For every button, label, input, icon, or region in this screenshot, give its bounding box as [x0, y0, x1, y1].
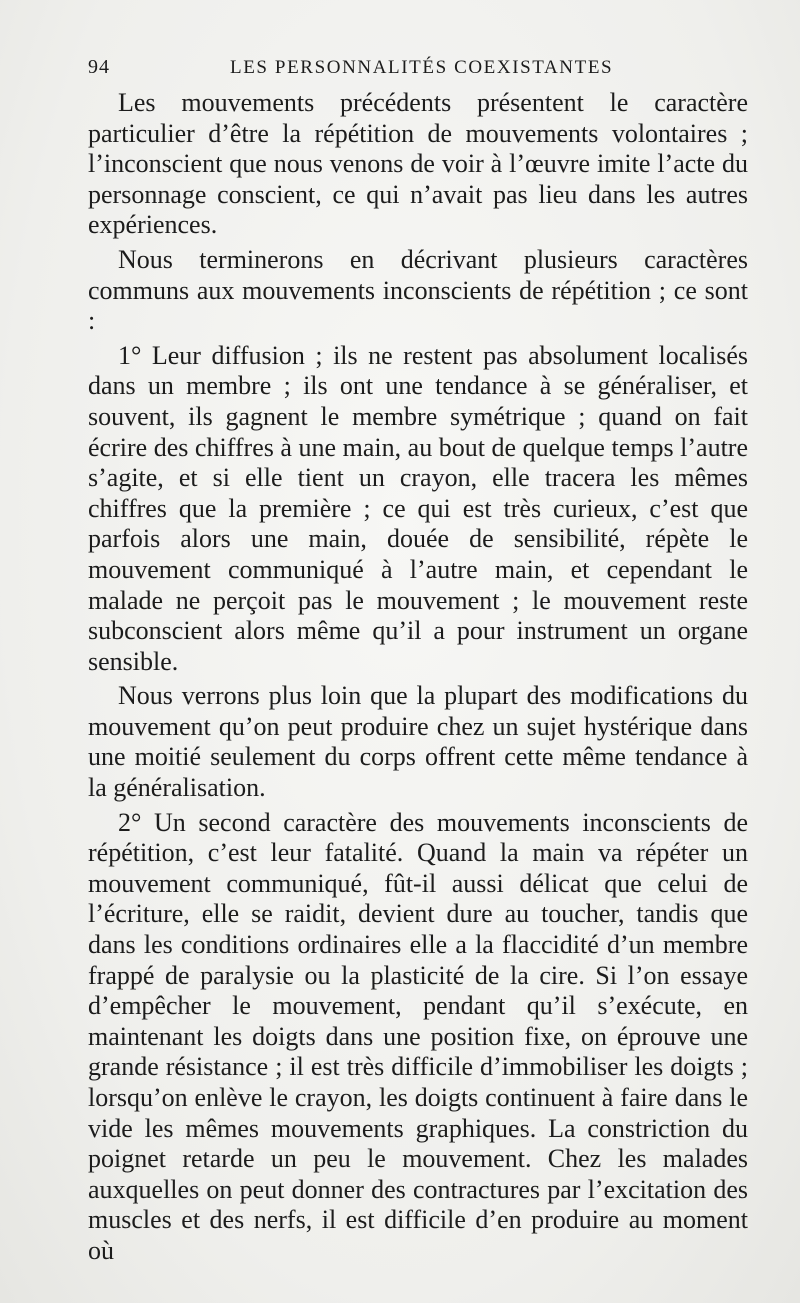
paragraph-4: Nous verrons plus loin que la plupart des modifications du mouvement qu’on peut produire chez un sujet hystérique dans une moitié seulement du corps offrent cette même tendance à la généralisation.	[88, 681, 748, 803]
paragraph-1: Les mouvements précédents présentent le caractère particulier d’être la répétition de mouvements volontaires ; l’inconscient que nous venons de voir à l’œuvre imite l’acte du personnage conscient, ce qui n’avait pas lieu dans les autres expériences.	[88, 88, 748, 240]
paragraph-2: Nous terminerons en décrivant plusieurs caractères communs aux mouvements inconscients de répétition ; ce sont :	[88, 244, 748, 336]
running-head	[88, 56, 748, 88]
body-text	[88, 88, 748, 1267]
paragraph-3: 1° Leur diffusion ; ils ne restent pas absolument localisés dans un membre ; ils ont une tendance à se généraliser, et souvent, ils gagnent le membre symétrique ; quand on fait écrire des chiffres à une main, au bout de quelque temps l’autre s’agite, et si elle tient un crayon, elle tracera les mêmes chiffres que la première ; ce qui est très curieux, c’est que parfois alors une main, douée de sensibilité, répète le mouvement communiqué à l’autre main, et cependant le malade ne perçoit pas le mouvement ; le mouvement reste subconscient alors même qu’il a pour instrument un organe sensible.	[88, 340, 748, 676]
running-title: LES PERSONNALITÉS COEXISTANTES	[230, 57, 614, 78]
page-number: 94	[88, 56, 110, 78]
paragraph-5: 2° Un second caractère des mouvements inconscients de répétition, c’est leur fatalité. Quand la main va répéter un mouvement communiqué, fût-il aussi délicat que celui de l’écriture, elle se raidit, devient dure au toucher, tandis que dans les conditions ordinaires elle a la flaccidité d’un membre frappé de paralysie ou la plasticité de la cire. Si l’on essaye d’empêcher le mouvement, pendant qu’il s’exécute, en maintenant les doigts dans une position fixe, on éprouve une grande résistance ; il est très difficile d’immobiliser les doigts ; lorsqu’on enlève le crayon, les doigts continuent à faire dans le vide les mêmes mouvements graphiques. La constriction du poignet retarde un peu le mouvement. Chez les malades auxquelles on peut donner des contractures par l’excitation des muscles et des nerfs, il est difficile d’en produire au moment où	[88, 807, 748, 1265]
